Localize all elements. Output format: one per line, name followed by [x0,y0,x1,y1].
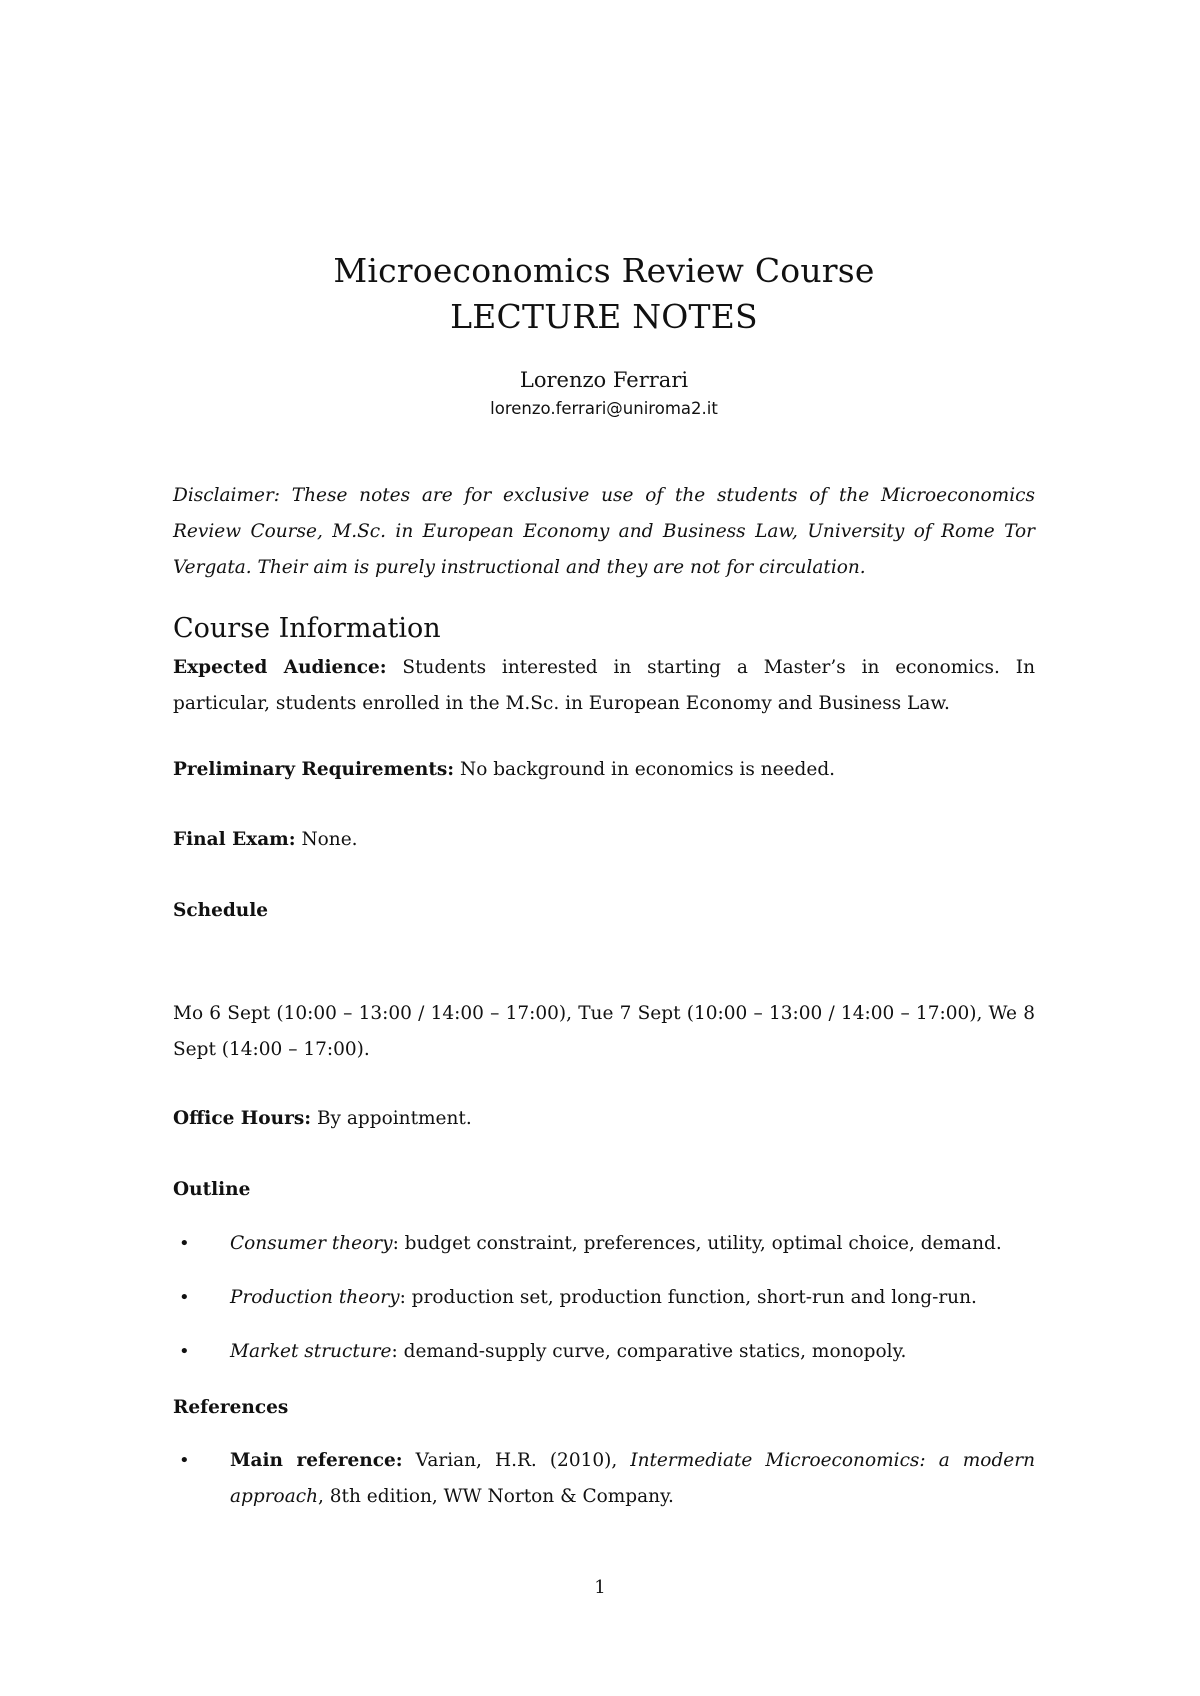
list-item [173,1334,1035,1370]
reference-author: Varian, H.R. (2010), [402,1450,631,1471]
document-subtitle: LECTURE NOTES [450,297,758,336]
reference-publisher: , 8th edition, WW Norton & Company. [318,1486,674,1507]
expected-audience-text: Students interested in starting a Master’s in economics. In particular, students enrolled in the M.Sc. in European Economy and Business Law. [173,657,1035,714]
disclaimer-text: Disclaimer: These notes are for exclusive use of the students of the Microeconomics Review Course, M.Sc. in European Economy and Business Law, University of Rome Tor Vergata. Their aim is purely instructional and they are not for circulation. [173,485,1035,578]
expected-audience-label: Expected Audience: [173,657,387,678]
document-title: Microeconomics Review Course [333,251,875,290]
list-item [173,1226,1035,1262]
office-hours-label: Office Hours: [173,1108,312,1129]
office-hours-text: By appointment. [311,1108,472,1129]
outline-list [173,1226,1035,1370]
author-name: Lorenzo Ferrari [519,368,689,392]
page-number: 1 [594,1577,606,1598]
references-heading: References [173,1397,289,1418]
expected-audience [173,650,1035,722]
bullet-icon: • [179,1450,190,1471]
preliminary-requirements [173,752,1035,788]
outline-topic: Consumer theory [230,1233,393,1254]
list-item [173,1280,1035,1316]
preliminary-requirements-label: Preliminary Requirements: [173,759,455,780]
references-list [173,1443,1035,1515]
reference-label: Main reference: [230,1450,403,1471]
bullet-icon: • [179,1233,190,1254]
section-heading: Course Information [173,613,441,644]
bullet-icon: • [179,1287,190,1308]
final-exam [173,822,1035,858]
schedule-heading: Schedule [173,900,269,921]
preliminary-requirements-text: No background in economics is needed. [454,759,836,780]
office-hours [173,1101,1035,1137]
bullet-icon: • [179,1341,190,1362]
final-exam-label: Final Exam: [173,829,296,850]
outline-topic: Production theory [230,1287,400,1308]
outline-heading: Outline [173,1179,251,1200]
list-item [173,1443,1035,1515]
schedule-text: Mo 6 Sept (10:00 – 13:00 / 14:00 – 17:00), Tue 7 Sept (10:00 – 13:00 / 14:00 – 17:00), We 8 Sept (14:00 – 17:00). [173,1003,1035,1060]
reference-book-title: Intermediate Microeconomics: a modern approach [230,1450,1035,1507]
title-block [173,248,1035,340]
outline-detail: : budget constraint, preferences, utility, optimal choice, demand. [392,1233,1002,1254]
author-email: lorenzo.ferrari@uniroma2.it [490,399,718,418]
outline-detail: : demand-supply curve, comparative statics, monopoly. [391,1341,907,1362]
outline-topic: Market structure [230,1341,392,1362]
final-exam-text: None. [295,829,358,850]
outline-detail: : production set, production function, short-run and long-run. [399,1287,977,1308]
